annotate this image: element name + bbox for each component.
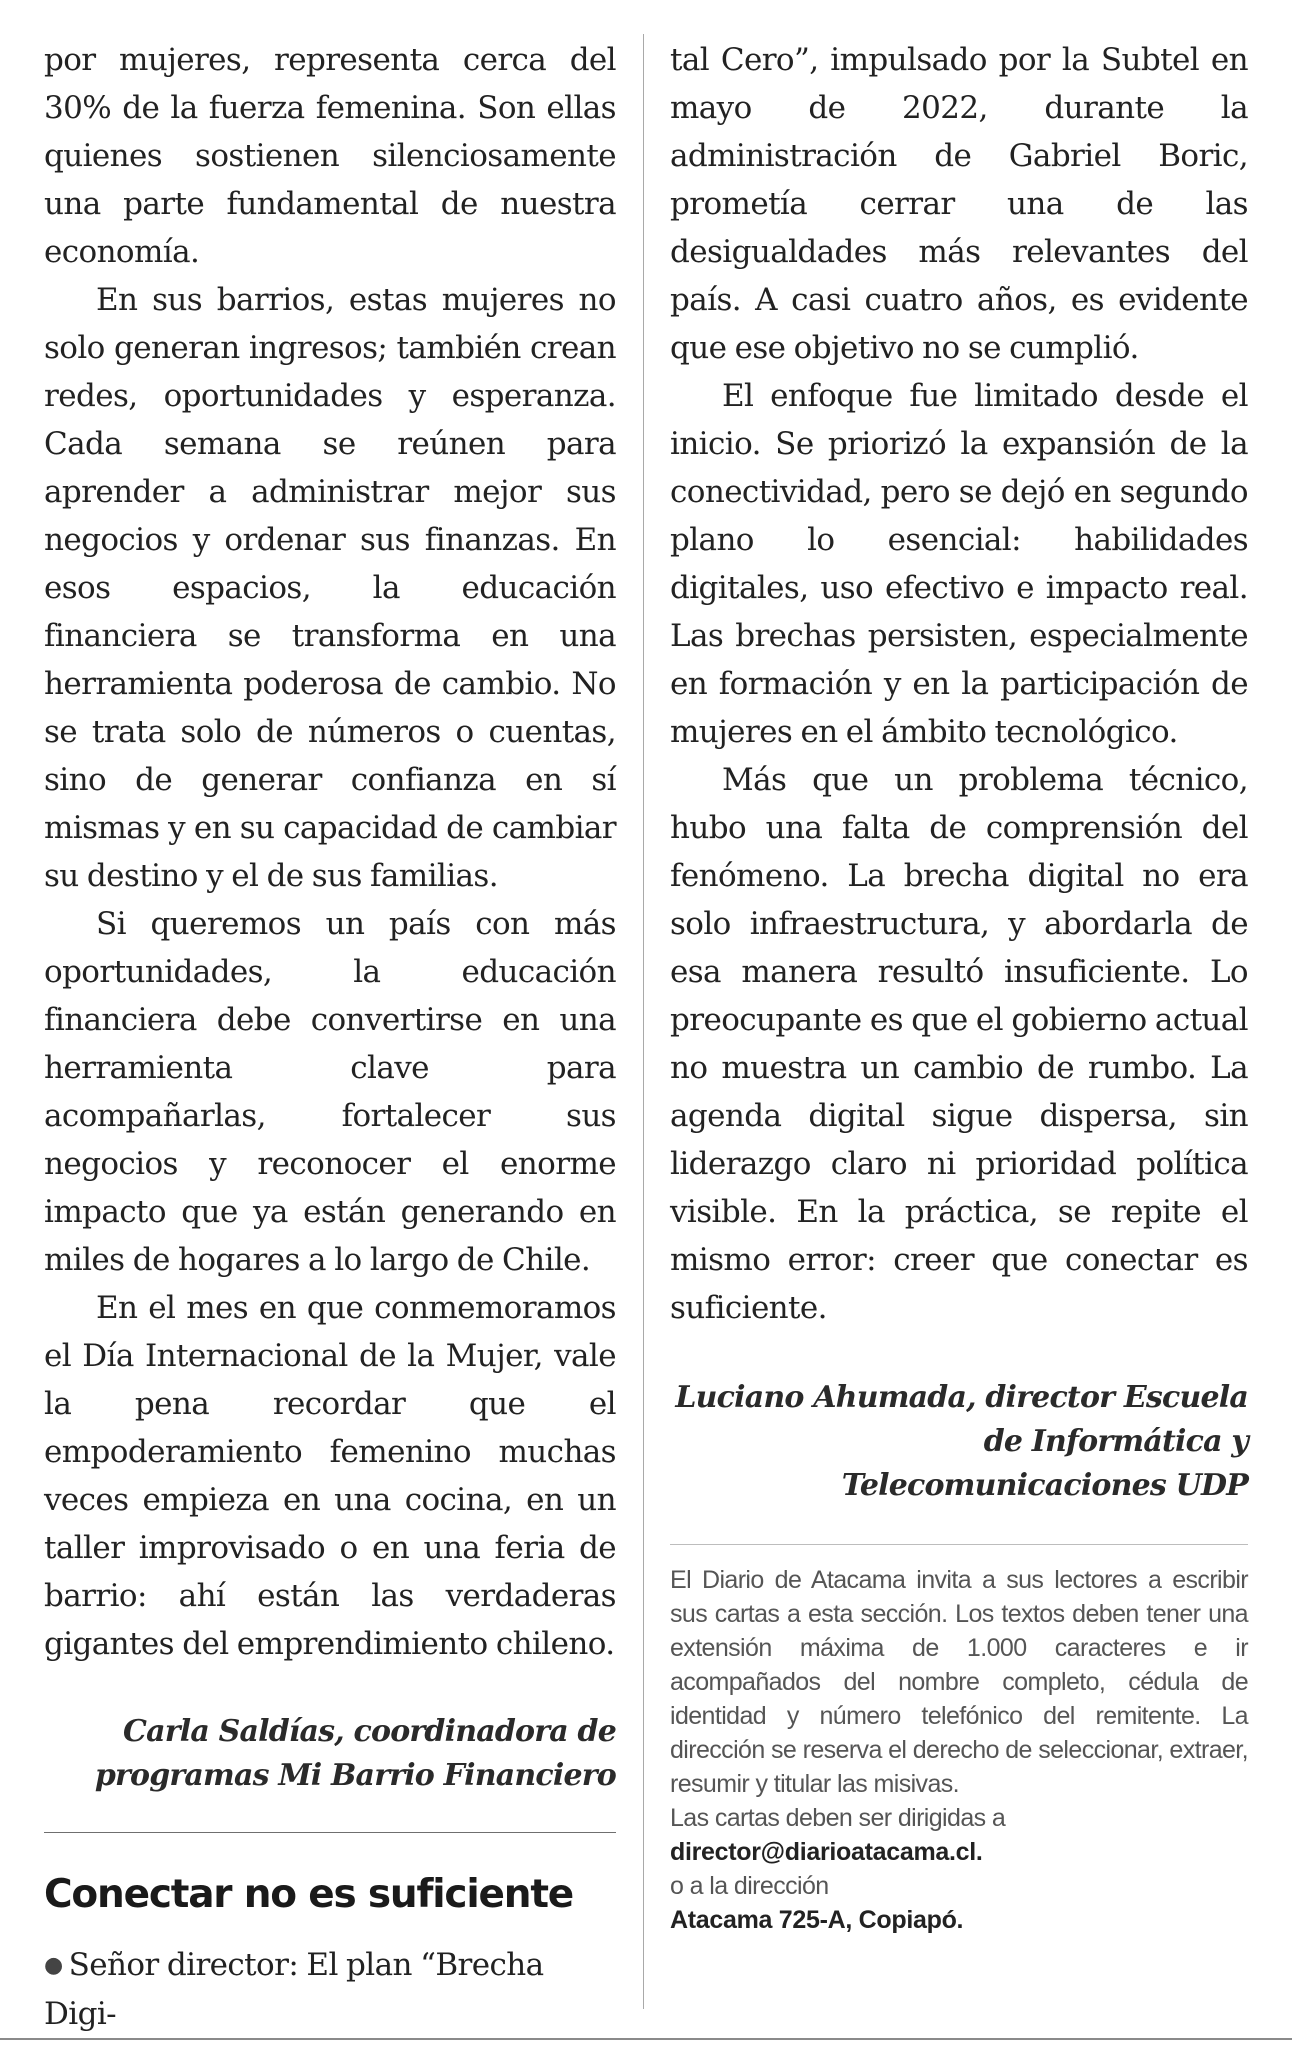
right-column <box>670 36 1248 1937</box>
letter1-paragraph-4: En el mes en que conmemoramos el Día Internacional de la Mujer, vale la pena recordar que el empoderamiento femenino muchas veces empieza en una cocina, en un taller improvisado o en una feria de barrio: ahí están las verdaderas gigantes del emprendimiento chileno. <box>44 1290 616 1662</box>
left-column <box>44 36 616 2038</box>
bullet-icon: ● <box>44 1953 63 1978</box>
page-bottom-rule <box>0 2038 1292 2040</box>
info-box-text: El Diario de Atacama invita a sus lectores a escribir sus cartas a esta sección. Los textos deben tener una extensión máxima de 1.000 caracteres e ir acompañados del nombre completo, cédula de identidad y número telefónico del remitente. La dirección se reserva el derecho de seleccionar, extraer, resumir y titular las misivas. <box>670 1566 1248 1798</box>
info-box-address: Atacama 725-A, Copiapó. <box>670 1906 964 1934</box>
letter2-paragraph-2: El enfoque fue limitado desde el inicio. Se priorizó la expansión de la conectividad, pero se dejó en segundo plano lo esencial: habilidades digitales, uso efectivo e impacto real. Las brechas persisten, especialmente en formación y en la participación de mujeres en el ámbito tecnológico. <box>670 378 1248 750</box>
info-box-rule <box>670 1544 1248 1545</box>
letter2-paragraph-3: Más que un problema técnico, hubo una falta de comprensión del fenómeno. La brecha digital no era solo infraestructura, y abordarla de esa manera resultó insuficiente. Lo preocupante es que el gobierno actual no muestra un cambio de rumbo. La agenda digital sigue dispersa, sin liderazgo claro ni prioridad política visible. En la práctica, se repite el mismo error: creer que conectar es suficiente. <box>670 762 1248 1326</box>
info-box <box>670 1563 1248 1937</box>
letter2-signature: Luciano Ahumada, director Escuela de Informática y Telecomunicaciones UDP <box>675 1380 1248 1503</box>
info-box-email[interactable]: director@diarioatacama.cl. <box>670 1838 983 1866</box>
letter2-opening <box>44 1941 616 2038</box>
letter1-paragraph-1: por mujeres, representa cerca del 30% de la fuerza femenina. Son ellas quienes sostienen silenciosamente una parte fundamental de nuestra economía. <box>44 42 616 270</box>
letter1-paragraph-3: Si queremos un país con más oportunidades, la educación financiera debe convertirse en una herramienta clave para acompañarlas, fortalecer sus negocios y reconocer el enorme impacto que ya están generando en miles de hogares a lo largo de Chile. <box>44 906 616 1278</box>
letter1-signature: Carla Saldías, coordinadora de programas Mi Barrio Financiero <box>94 1714 616 1793</box>
letter2-paragraph-1: tal Cero”, impulsado por la Subtel en mayo de 2022, durante la administración de Gabriel Boric, prometía cerrar una de las desigualdades más relevantes del país. A casi cuatro años, es evidente que ese objetivo no se cumplió. <box>670 42 1248 366</box>
info-box-send-to: Las cartas deben ser dirigidas a <box>670 1804 1006 1832</box>
letter2-headline: Conectar no es suficiente <box>44 1872 574 1917</box>
info-box-or: o a la dirección <box>670 1872 829 1900</box>
letter1-paragraph-2: En sus barrios, estas mujeres no solo generan ingresos; también crean redes, oportunidades y esperanza. Cada semana se reúnen para aprender a administrar mejor sus negocios y ordenar sus finanzas. En esos espacios, la educación financiera se transforma en una herramienta poderosa de cambio. No se trata solo de números o cuentas, sino de generar confianza en sí mismas y en su capacidad de cambiar su destino y el de sus familias. <box>44 282 616 894</box>
letter2-opening-text: Señor director: El plan “Brecha Digi- <box>44 1947 544 2032</box>
letter-separator <box>44 1832 616 1833</box>
column-divider <box>643 34 644 2009</box>
